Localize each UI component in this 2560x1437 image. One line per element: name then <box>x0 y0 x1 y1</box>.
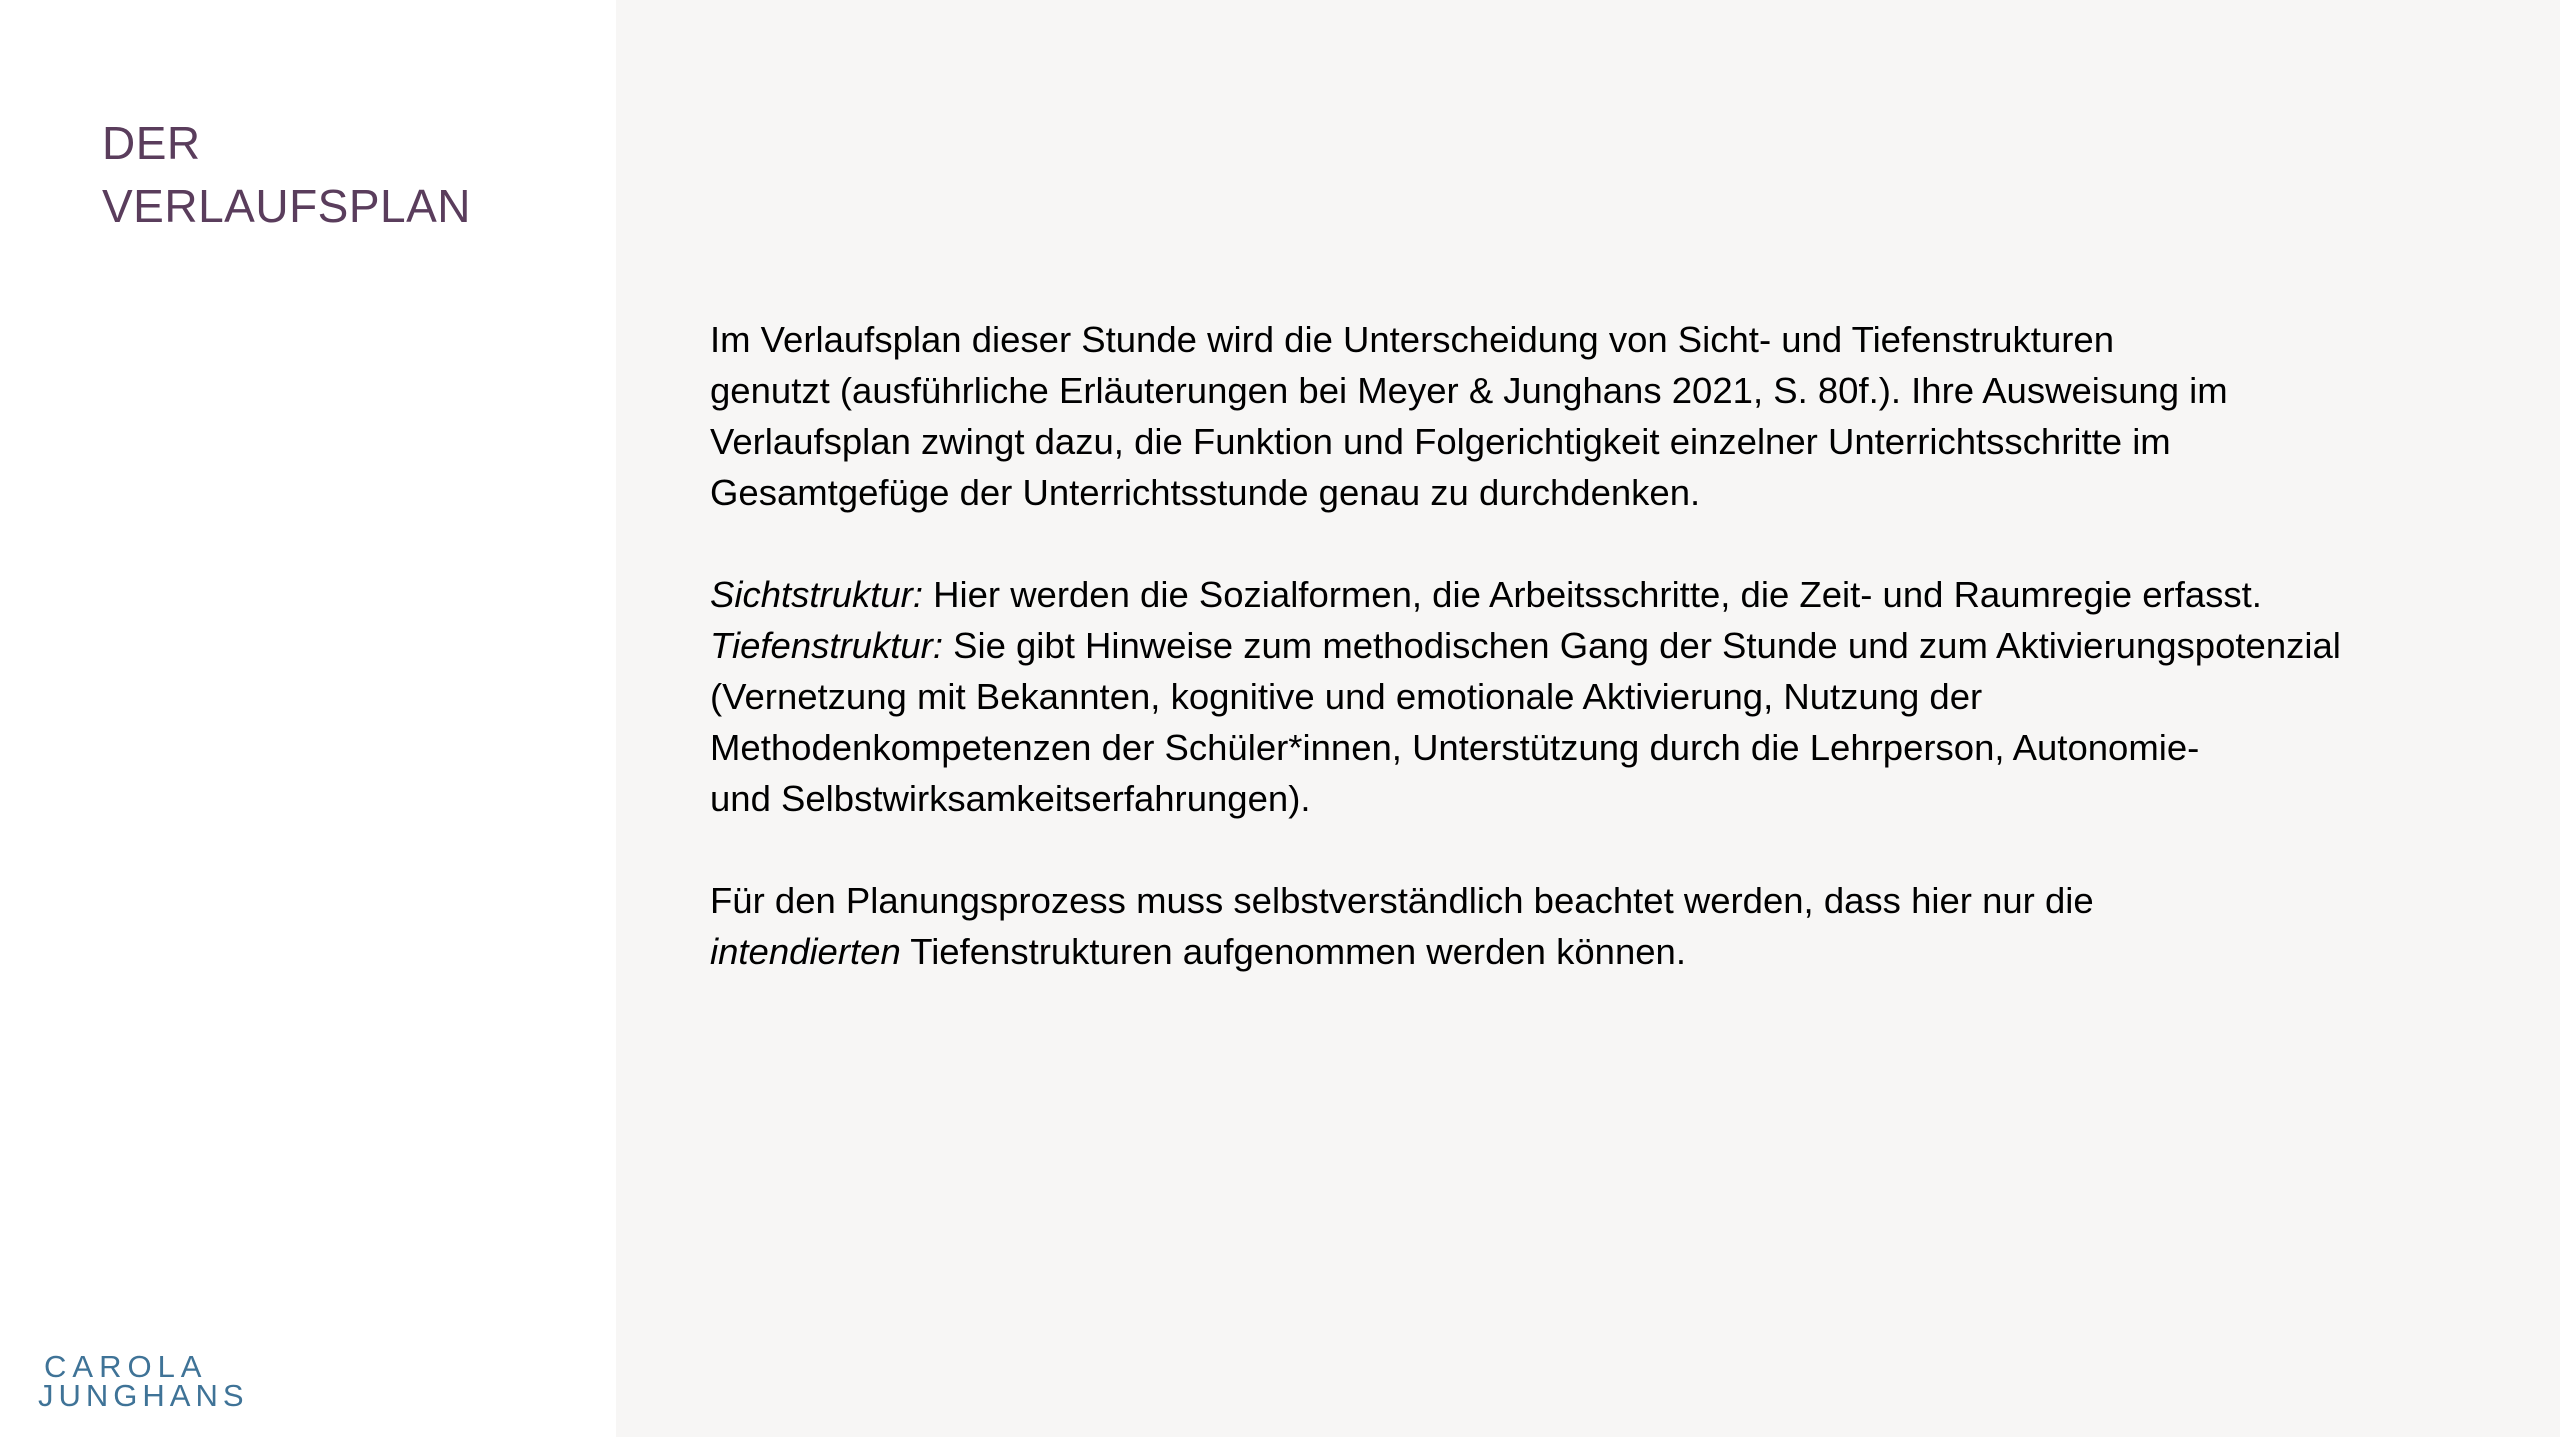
sichtstruktur-line <box>710 569 2530 620</box>
planning-rest: Tiefenstrukturen aufgenommen werden können. <box>900 931 1686 972</box>
text-line: (Vernetzung mit Bekannten, kognitive und emotionale Aktivierung, Nutzung der <box>710 676 1983 717</box>
text-line: Für den Planungsprozess muss selbstverständlich beachtet werden, dass hier nur die <box>710 880 2094 921</box>
intendierten-emphasis: intendierten <box>710 931 901 972</box>
logo-line-1: CAROLA <box>44 1349 208 1384</box>
paragraph-structures <box>710 569 2530 824</box>
text-line: Gesamtgefüge der Unterrichtsstunde genau zu durchdenken. <box>710 472 1701 513</box>
tiefenstruktur-line <box>710 620 2530 671</box>
slide-title <box>102 112 471 238</box>
sichtstruktur-label: Sichtstruktur: <box>710 574 923 615</box>
paragraph-planning <box>710 875 2530 977</box>
sichtstruktur-text: Hier werden die Sozialformen, die Arbeitsschritte, die Zeit- und Raumregie erfasst. <box>922 574 2262 615</box>
planning-line-2 <box>710 926 2530 977</box>
text-line: und Selbstwirksamkeitserfahrungen). <box>710 778 1311 819</box>
paragraph-intro <box>710 314 2530 518</box>
text-line: Methodenkompetenzen der Schüler*innen, Unterstützung durch die Lehrperson, Autonomie- <box>710 727 2200 768</box>
title-line-2: VERLAUFSPLAN <box>102 180 472 232</box>
text-line: Verlaufsplan zwingt dazu, die Funktion und Folgerichtigkeit einzelner Unterrichtsschritte im <box>710 421 2171 462</box>
sidebar <box>0 0 616 1437</box>
tiefenstruktur-text: Sie gibt Hinweise zum methodischen Gang der Stunde und zum Aktivierungspotenzial <box>942 625 2341 666</box>
text-line: genutzt (ausführliche Erläuterungen bei Meyer & Junghans 2021, S. 80f.). Ihre Ausweisung im <box>710 370 2228 411</box>
text-line: Im Verlaufsplan dieser Stunde wird die Unterscheidung von Sicht- und Tiefenstrukturen <box>710 319 2115 360</box>
logo-line-2: JUNGHANS <box>38 1378 249 1413</box>
tiefenstruktur-label: Tiefenstruktur: <box>710 625 943 666</box>
author-logo <box>38 1349 249 1413</box>
title-line-1: DER <box>102 117 201 169</box>
body-text <box>710 314 2530 977</box>
